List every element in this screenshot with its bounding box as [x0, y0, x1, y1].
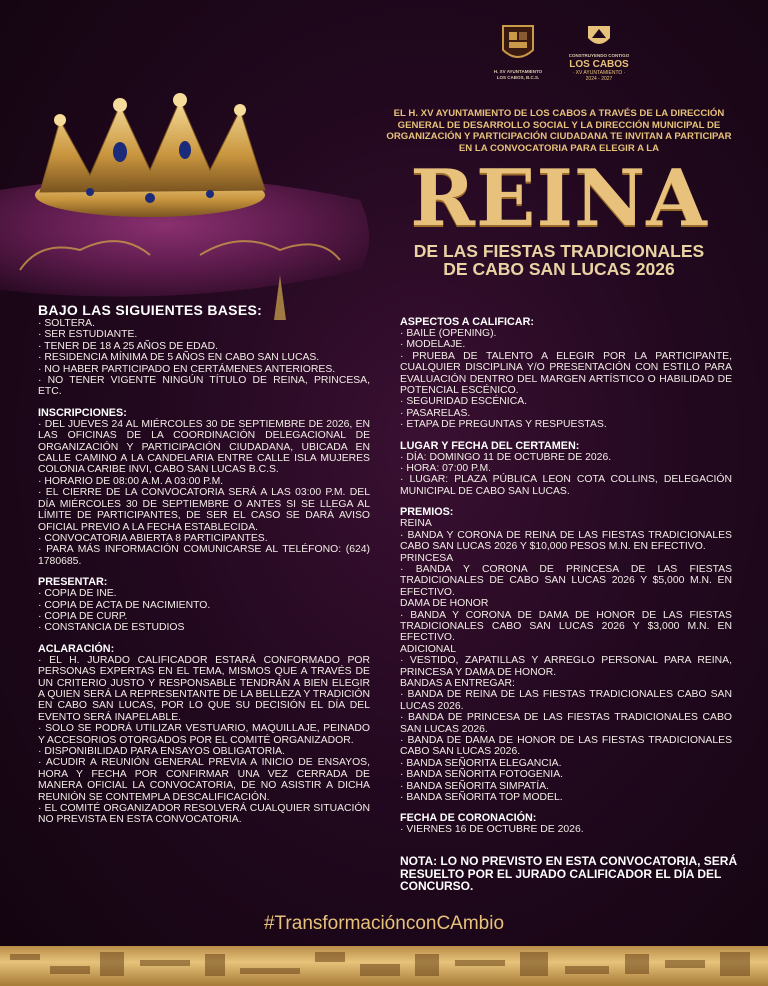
section-line: · BANDA DE REINA DE LAS FIESTAS TRADICIONALES CABO SAN LUCAS 2026.: [400, 689, 732, 712]
section-line: · DEL JUEVES 24 AL MIÉRCOLES 30 DE SEPTIEMBRE DE 2026, EN LAS OFICINAS DE LA COORDINACIÓN DELEGACIONAL DE ORGANIZACIÓN Y PARTICIPACIÓN CIUDADANA, UBICADA EN CALLE CAMINO A LA CANDELARIA ENTRE CALLE ISLA MUJERES COLONIA CARIBE INVI, CABO SAN LUCAS B.C.S.: [38, 418, 370, 476]
ayuntamiento-logo: [488, 24, 548, 81]
los-cabos-brand: LOS CABOS: [569, 59, 629, 70]
section-line: · DÍA: DOMINGO 11 DE OCTUBRE DE 2026.: [400, 451, 612, 463]
left-column: [38, 303, 370, 835]
section-line: · LUGAR: PLAZA PÚBLICA LEON COTA COLLINS, DELEGACIÓN MUNICIPAL DE CABO SAN LUCAS.: [400, 474, 732, 497]
section-line: · VESTIDO, ZAPATILLAS Y ARREGLO PERSONAL PARA REINA, PRINCESA Y DAMA DE HONOR.: [400, 655, 732, 678]
crown-on-cushion-image: [0, 80, 380, 330]
section-line: BANDAS A ENTREGAR:: [400, 677, 515, 689]
section-line: · BANDA DE DAMA DE HONOR DE LAS FIESTAS TRADICIONALES CABO SAN LUCAS 2026.: [400, 735, 732, 758]
ayuntamiento-caption-2: LOS CABOS, B.C.S.: [496, 75, 540, 80]
subtitle-line-1: DE LAS FIESTAS TRADICIONALES: [413, 241, 705, 261]
section-line: · BANDA SEÑORITA ELEGANCIA.: [400, 757, 562, 769]
section: [400, 440, 732, 498]
subtitle-line-2: DE CABO SAN LUCAS 2026: [443, 259, 675, 279]
los-cabos-sub-1: · XV AYUNTAMIENTO ·: [572, 70, 626, 76]
intro-text: EL H. XV AYUNTAMIENTO DE LOS CABOS A TRAVÉS DE LA DIRECCIÓN GENERAL DE DESARROLLO SOCIAL Y LA DIRECCIÓN MUNICIPAL DE ORGANIZACIÓN Y PARTICIPACIÓN CIUDADANA TE INVITAN A PARTICIPAR EN LA CONVOCATORIA PARA ELEGIR A LA: [386, 108, 732, 154]
section: [400, 316, 732, 431]
section-title: ACLARACIÓN:: [38, 642, 115, 655]
section-line: · SOLO SE PODRÁ UTILIZAR VESTUARIO, MAQUILLAJE, PEINADO Y ACCESORIOS OTORGADOS POR EL COMITÉ ORGANIZADOR.: [38, 723, 370, 746]
section-title: FECHA DE CORONACIÓN:: [400, 812, 537, 825]
section-line: · SOLTERA.: [38, 318, 95, 329]
section-line: · EL CIERRE DE LA CONVOCATORIA SERÁ A LAS 03:00 P.M. DEL DÍA MIÉRCOLES 30 DE SEPTIEMBRE O ANTES SI SE LLEGA AL LÍMITE DE PARTICIPANTES, DE SER EL CASO SE DARÁ AVISO OFICIAL PREVIO A LA FECHA ESTABLECIDA.: [38, 487, 370, 533]
section-line: · BAILE (OPENING).: [400, 328, 497, 339]
section-line: · PRUEBA DE TALENTO A ELEGIR POR LA PARTICIPANTE, CUALQUIER DISCIPLINA Y/O PRESENTACIÓN CON ESTILO PARA EVALUACIÓN DENTRO DEL MARGEN ARTÍSTICO O HABILIDAD DE POTENCIAL ESCÉNICO.: [400, 350, 732, 397]
section-line: · ETAPA DE PREGUNTAS Y RESPUESTAS.: [400, 419, 607, 431]
hashtag: #TransformaciónconCAmbio: [263, 913, 505, 934]
section: [38, 303, 370, 398]
section-line: PRINCESA: [400, 552, 454, 564]
los-cabos-logo: [562, 24, 636, 82]
section-line: · COPIA DE ACTA DE NACIMIENTO.: [38, 599, 211, 611]
pattern-icon: [0, 946, 768, 986]
section-line: · BANDA Y CORONA DE PRINCESA DE LAS FIESTAS TRADICIONALES DE CABO SAN LUCAS 2026 Y $5,000 M.N. EN EFECTIVO.: [400, 563, 732, 598]
coat-of-arms-icon: [501, 24, 535, 64]
section-title: ASPECTOS A CALIFICAR:: [400, 316, 534, 328]
section-title: LUGAR Y FECHA DEL CERTAMEN:: [400, 439, 580, 452]
section-line: · BANDA Y CORONA DE REINA DE LAS FIESTAS TRADICIONALES CABO SAN LUCAS 2026 Y $10,000 PESOS M.N. EN EFECTIVO.: [400, 529, 732, 553]
section-line: · EL COMITÉ ORGANIZADOR RESOLVERÁ CUALQUIER SITUACIÓN NO PREVISTA EN ESTA CONVOCATORIA.: [38, 803, 370, 826]
section-line: · BANDA DE PRINCESA DE LAS FIESTAS TRADICIONALES CABO SAN LUCAS 2026.: [400, 712, 732, 735]
section-line: · DISPONIBILIDAD PARA ENSAYOS OBLIGATORIA.: [38, 746, 285, 757]
ayuntamiento-caption-1: H. XV AYUNTAMIENTO: [493, 69, 543, 74]
section-line: · NO TENER VIGENTE NINGÚN TÍTULO DE REINA, PRINCESA, ETC.: [38, 375, 370, 398]
section-line: · VIERNES 16 DE OCTUBRE DE 2026.: [400, 824, 584, 836]
section-line: · EL H. JURADO CALIFICADOR ESTARÁ CONFORMADO POR PERSONAS EXPERTAS EN EL TEMA, MISMOS QUE A TRAVÉS DE UN CRITERIO JUSTO Y RESPONSABLE TENDRÁN A BIEN ELEGIR A QUIEN SERÁ LA REPRESENTANTE DE LA BELLEZA Y TRADICIÓN EN CABO SAN LUCAS, POR LO QUE SU DECISIÓN EL DÍA DEL EVENTO SERÁ INAPELABLE.: [38, 654, 370, 723]
section-line: REINA: [400, 518, 432, 530]
nota-text: NOTA: LO NO PREVISTO EN ESTA CONVOCATORIA, SERÁ RESUELTO POR EL JURADO CALIFICADOR EL DÍA DEL CONCURSO.: [400, 854, 738, 893]
los-cabos-sub-2: 2024 - 2027: [585, 76, 613, 82]
section-line: · HORA: 07:00 P.M.: [400, 463, 492, 475]
section-title: PREMIOS:: [400, 506, 454, 519]
section-line: · MODELAJE.: [400, 339, 466, 351]
section-line: ADICIONAL: [400, 643, 457, 655]
section: [38, 576, 370, 634]
section-line: · PARA MÁS INFORMACIÓN COMUNICARSE AL TELÉFONO: (624) 1780685.: [38, 544, 370, 567]
section: [38, 643, 370, 826]
section-line: · HORARIO DE 08:00 A.M. A 03:00 P.M.: [38, 475, 224, 487]
section-line: · COPIA DE CURP.: [38, 610, 128, 622]
section-line: · CONVOCATORIA ABIERTA 8 PARTICIPANTES.: [38, 532, 268, 544]
section-title: BAJO LAS SIGUIENTES BASES:: [38, 302, 263, 318]
section-title: INSCRIPCIONES:: [38, 406, 127, 419]
section-line: · SER ESTUDIANTE.: [38, 329, 138, 341]
section: [400, 812, 732, 835]
section-line: · BANDA SEÑORITA FOTOGENIA.: [400, 769, 564, 781]
section-title: PRESENTAR:: [38, 576, 108, 589]
section: [38, 407, 370, 567]
section: [400, 506, 732, 803]
section-line: DAMA DE HONOR: [400, 598, 489, 610]
right-column: [400, 316, 732, 845]
page-title: REINA: [410, 153, 708, 244]
los-cabos-top: CONSTRUYENDO CONTIGO: [568, 53, 630, 58]
section-line: · RESIDENCIA MÍNIMA DE 5 AÑOS EN CABO SAN LUCAS.: [38, 352, 320, 364]
decorative-band: [0, 946, 768, 986]
los-cabos-emblem-icon: [586, 24, 612, 48]
logos-header: [488, 24, 638, 94]
section-line: · BANDA SEÑORITA TOP MODEL.: [400, 792, 563, 804]
section-line: · ACUDIR A REUNIÓN GENERAL PREVIA A INICIO DE ENSAYOS, HORA Y FECHA POR CONFIRMAR UNA VEZ CERRADA DE MANERA OFICIAL LA CONVOCATORIA, DE NO ASISTIR A DICHA REUNIÓN SE CONTEMPLA DESCALIFICACIÓN.: [38, 757, 370, 803]
section-line: · TENER DE 18 A 25 AÑOS DE EDAD.: [38, 340, 218, 352]
section-line: · CONSTANCIA DE ESTUDIOS: [38, 622, 185, 634]
subtitle: [384, 242, 734, 278]
section-line: · COPIA DE INE.: [38, 588, 117, 600]
section-line: · NO HABER PARTICIPADO EN CERTÁMENES ANTERIORES.: [38, 363, 336, 375]
section-line: · BANDA Y CORONA DE DAMA DE HONOR DE LAS FIESTAS TRADICIONALES CABO SAN LUCAS 2026 Y $3,000 M.N. EN EFECTIVO.: [400, 609, 732, 644]
section-line: · SEGURIDAD ESCÉNICA.: [400, 396, 528, 408]
section-line: · BANDA SEÑORITA SIMPATÍA.: [400, 780, 549, 792]
section-line: · PASARELAS.: [400, 407, 471, 419]
